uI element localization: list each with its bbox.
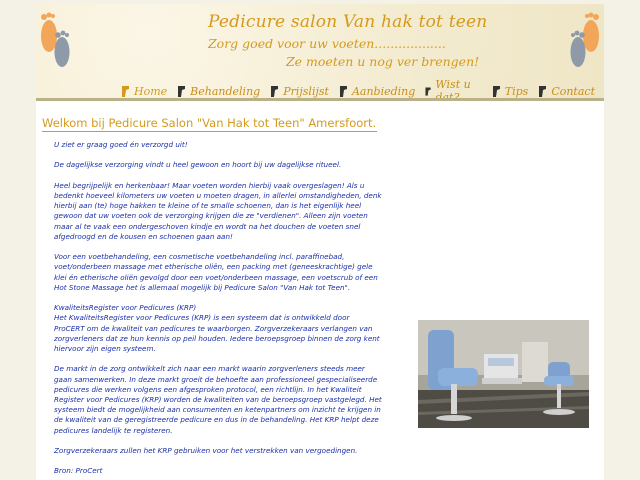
foot-bullet-icon <box>120 85 131 98</box>
foot-bullet-icon <box>269 85 280 98</box>
paragraph: Bron: ProCert <box>54 466 103 476</box>
paragraph: U ziet er graag goed én verzorgd uit! <box>54 140 188 149</box>
nav-label: Tips <box>504 84 529 98</box>
nav-label: Home <box>134 84 168 98</box>
nav-label: Wist u <box>435 78 471 91</box>
page <box>36 4 604 480</box>
header-divider <box>36 98 604 101</box>
tagline-1: Zorg goed voor uw voeten.................. <box>208 36 446 51</box>
nav-label: Contact <box>551 84 595 98</box>
paragraph: KwaliteitsRegister voor Pedicures (KRP) Het KwaliteitsRegister voor Pedicures (KRP) is een systeem dat is ontwikkeld door ProCERT om de kwaliteit van pedicures te waarborgen. Zorgverzekeraars verlangen van zorgverleners dat ze hun kennis op peil houden. Iedere beroepsgroep binnen de zorg kent hiervoor zijn eigen systeem. <box>54 303 380 353</box>
paragraph: Voor een voetbehandeling, een cosmetische voetbehandeling incl. paraffinebad, voet/onderbeen massage met etherische oliën, een packing met (geneeskrachtige) gele klei én etherische oliën gevolgd door een voet/onderbeen massage, een voetscrub of een Hot Stone Massage het is allemaal mogelijk bij Pedicure Salon "Van Hak tot Teen". <box>54 252 378 292</box>
paragraph: De dagelijkse verzorging vindt u heel gewoon en hoort bij uw dagelijkse ritueel. <box>54 160 342 170</box>
paragraph: Zorgverzekeraars zullen het KRP gebruiken voor het verstrekken van vergoedingen. <box>54 446 358 455</box>
left-feet-icon <box>38 8 74 74</box>
header <box>36 4 604 98</box>
nav-label: Prijslijst <box>283 84 329 98</box>
tagline-2: Ze moeten u nog ver brengen! <box>286 54 480 69</box>
paragraph: De markt in de zorg ontwikkelt zich naar een markt waarin zorgverleners steeds meer gaan samenwerken. In deze markt groeit de behoefte aan professioneel gespecialiseerde pedicures die werken volgens een afgesproken protocol, een richtlijn. In het Kwaliteit Register voor Pedicures (KRP) worden de kwaliteiten van de beroepsgroep vastgelegd. Het systeem biedt de mogelijkheid aan consumenten en ketenpartners om inzicht te krijgen in de kwaliteit van de geregistreerde pedicure en dus in de behandeling. Het KRP helpt deze pedicures landelijk te registeren. <box>54 364 382 435</box>
page-title: Welkom bij Pedicure Salon "Van Hak tot Teen" Amersfoort. <box>42 116 377 130</box>
foot-bullet-icon <box>176 85 187 98</box>
site-title: Pedicure salon Van hak tot teen <box>208 12 488 32</box>
nav-label: Behandeling <box>190 84 261 98</box>
body-text <box>54 140 382 480</box>
foot-bullet-icon <box>338 85 349 98</box>
right-feet-icon <box>566 8 602 74</box>
foot-bullet-icon <box>537 85 548 98</box>
nav-label: Aanbieding <box>351 84 416 98</box>
foot-bullet-icon <box>491 85 502 98</box>
foot-bullet-icon <box>424 85 432 98</box>
salon-photo <box>418 320 589 428</box>
paragraph: Heel begrijpelijk en herkenbaar! Maar voeten worden hierbij vaak overgeslagen! Als u bedenkt hoeveel kilometers uw voeten u moeten dragen, in allerlei omstandigheden, denk hierbij aan (te) hoge hakken te kleine of te smalle schoenen, dan is het eigenlijk heel gewoon dat uw voeten ook de verzorging krijgen die ze "verdienen". Alleen zijn voeten maar al te vaak een ondergeschoven kindje en wordt na het douchen de voeten snel afgedroogd en de kousen en schoenen gaan aan! <box>54 180 382 241</box>
